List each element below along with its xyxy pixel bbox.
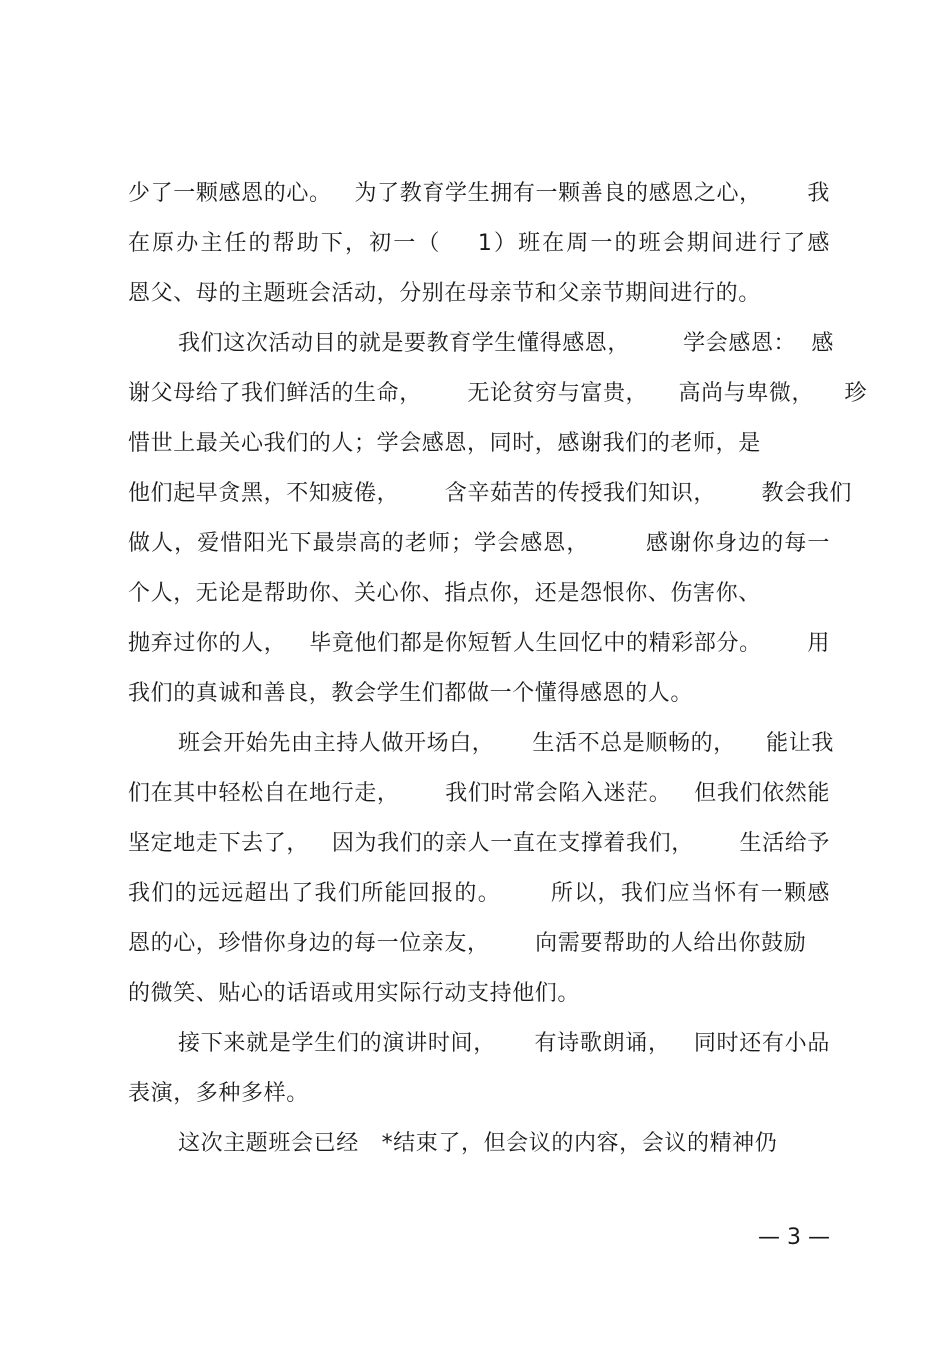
text-line: 少了一颗感恩的心。 为了教育学生拥有一颗善良的感恩之心， 我 bbox=[128, 181, 830, 206]
text-line: 们在其中轻松自在地行走， 我们时常会陷入迷茫。 但我们依然能 bbox=[128, 781, 830, 806]
text-line: 接下来就是学生们的演讲时间， 有诗歌朗诵， 同时还有小品 bbox=[178, 1031, 830, 1056]
page-number: — 3 — bbox=[758, 1225, 830, 1250]
text-line: 我们的真诚和善良，教会学生们都做一个懂得感恩的人。 bbox=[128, 681, 694, 706]
text-line: 在原办主任的帮助下，初一（ 1）班在周一的班会期间进行了感 bbox=[128, 231, 830, 256]
text-line: 班会开始先由主持人做开场白， 生活不总是顺畅的， 能让我 bbox=[178, 731, 834, 756]
text-line: 惜世上最关心我们的人；学会感恩，同时，感谢我们的老师，是 bbox=[128, 431, 761, 456]
text-line: 他们起早贪黑，不知疲倦， 含辛茹苦的传授我们知识， 教会我们 bbox=[128, 481, 852, 506]
text-line: 抛弃过你的人， 毕竟他们都是你短暂人生回忆中的精彩部分。 用 bbox=[128, 631, 830, 656]
text-line: 坚定地走下去了， 因为我们的亲人一直在支撑着我们， 生活给予 bbox=[128, 831, 830, 856]
text-line: 这次主题班会已经 *结束了，但会议的内容，会议的精神仍 bbox=[178, 1131, 778, 1156]
text-line: 我们这次活动目的就是要教育学生懂得感恩， 学会感恩： 感 bbox=[178, 331, 834, 356]
text-line: 我们的远远超出了我们所能回报的。 所以，我们应当怀有一颗感 bbox=[128, 881, 830, 906]
text-line: 做人，爱惜阳光下最崇高的老师；学会感恩， 感谢你身边的每一 bbox=[128, 531, 830, 556]
text-line: 的微笑、贴心的话语或用实际行动支持他们。 bbox=[128, 981, 581, 1006]
text-line: 谢父母给了我们鲜活的生命， 无论贫穷与富贵， 高尚与卑微， 珍 bbox=[128, 381, 868, 406]
text-line: 恩的心，珍惜你身边的每一位亲友， 向需要帮助的人给出你鼓励 bbox=[128, 931, 807, 956]
text-line: 恩父、母的主题班会活动，分别在母亲节和父亲节期间进行的。 bbox=[128, 281, 761, 306]
text-line: 个人，无论是帮助你、关心你、指点你，还是怨恨你、伤害你、 bbox=[128, 581, 761, 606]
text-line: 表演，多种多样。 bbox=[128, 1081, 309, 1106]
